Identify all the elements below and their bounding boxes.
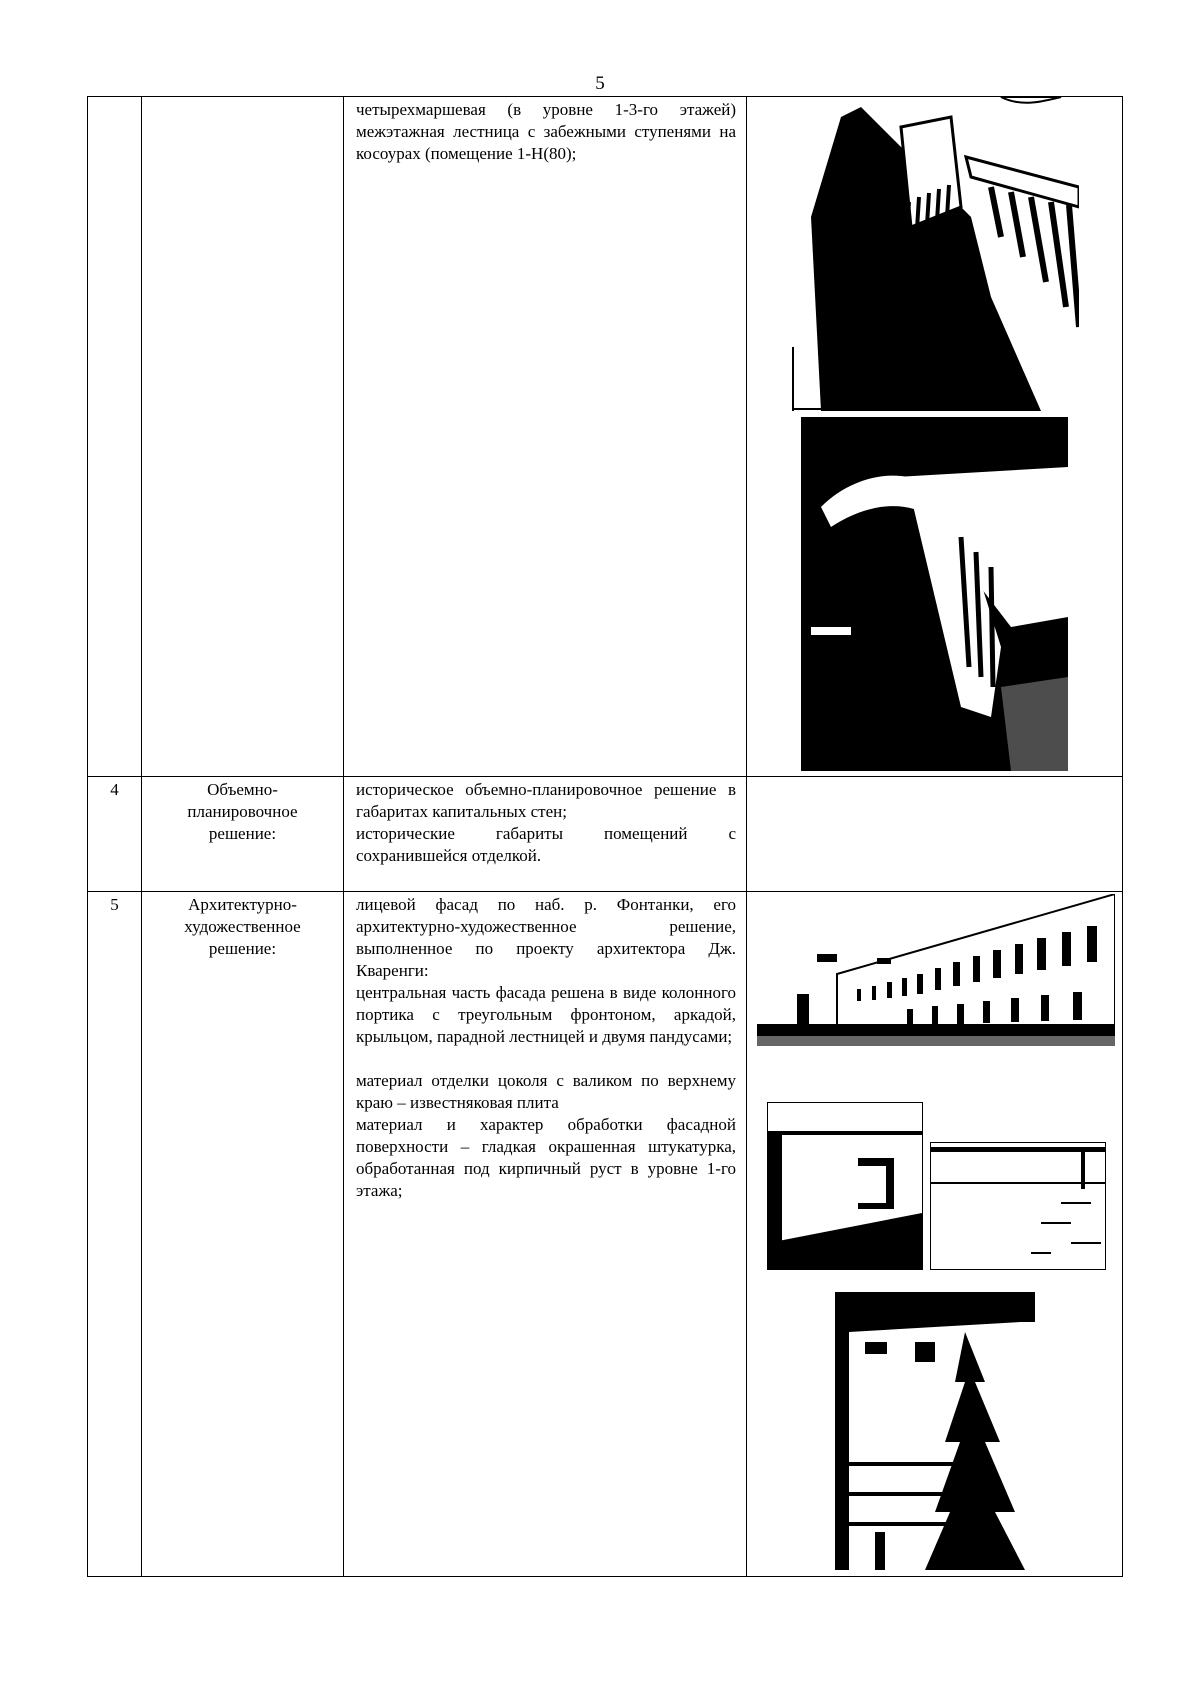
plinth-photo [767,1102,923,1270]
row-name-cell [142,97,344,777]
row-description-cell [344,892,747,1577]
row-name-line: Архитектурно- [188,895,297,914]
monument-subject-table [87,96,1123,1577]
table-row-4 [88,777,1123,892]
description-paragraph: центральная часть фасада решена в виде колонного портика с треугольным фронтоном, аркадой, крыльцом, парадной лестницей и двумя пандусами; [356,983,736,1046]
description-paragraph: материал отделки цоколя с валиком по верхнему краю – известняковая плита [356,1071,736,1112]
table-row-staircase [88,97,1123,777]
row-name-line: Объемно- [207,780,278,799]
row-name-cell [142,777,344,892]
description-paragraph: четырехмаршевая (в уровне 1-3-го этажей) межэтажная лестница с забежными ступенями на косоурах (помещение 1-Н(80); [356,100,736,163]
staircase-photo-1 [791,97,1079,411]
row-photos-cell [747,777,1123,892]
table-row-5 [88,892,1123,1577]
facade-corner-tree-photo [835,1292,1035,1570]
facade-panorama-photo [757,894,1115,1060]
row-description-cell [344,777,747,892]
row-name-line: планировочное [187,802,298,821]
row-name-line: решение: [208,824,277,843]
row-photos-cell [747,97,1123,777]
description-paragraph: историческое объемно-планировочное решение в габаритах капитальных стен; [356,780,736,821]
row-photos-cell [747,892,1123,1577]
facade-surface-photo [930,1142,1106,1270]
description-paragraph: исторические габариты помещений с сохранившейся отделкой. [356,824,736,865]
row-description-cell [344,97,747,777]
row-number-cell [88,97,142,777]
row-number-cell: 4 [88,777,142,892]
row-name-line: решение: [208,939,277,958]
description-paragraph: лицевой фасад по наб. р. Фонтанки, его архитектурно-художественное решение, выполненное по проекту архитектора Дж. Кваренги: [356,895,736,980]
page-number: 5 [595,73,605,94]
row-number-cell: 5 [88,892,142,1577]
description-paragraph: материал и характер обработки фасадной поверхности – гладкая окрашенная штукатурка, обработанная под кирпичный руст в уровне 1-го этажа; [356,1115,736,1200]
row-name-line: художественное [184,917,301,936]
row-name-cell [142,892,344,1577]
staircase-photo-2 [801,417,1068,771]
